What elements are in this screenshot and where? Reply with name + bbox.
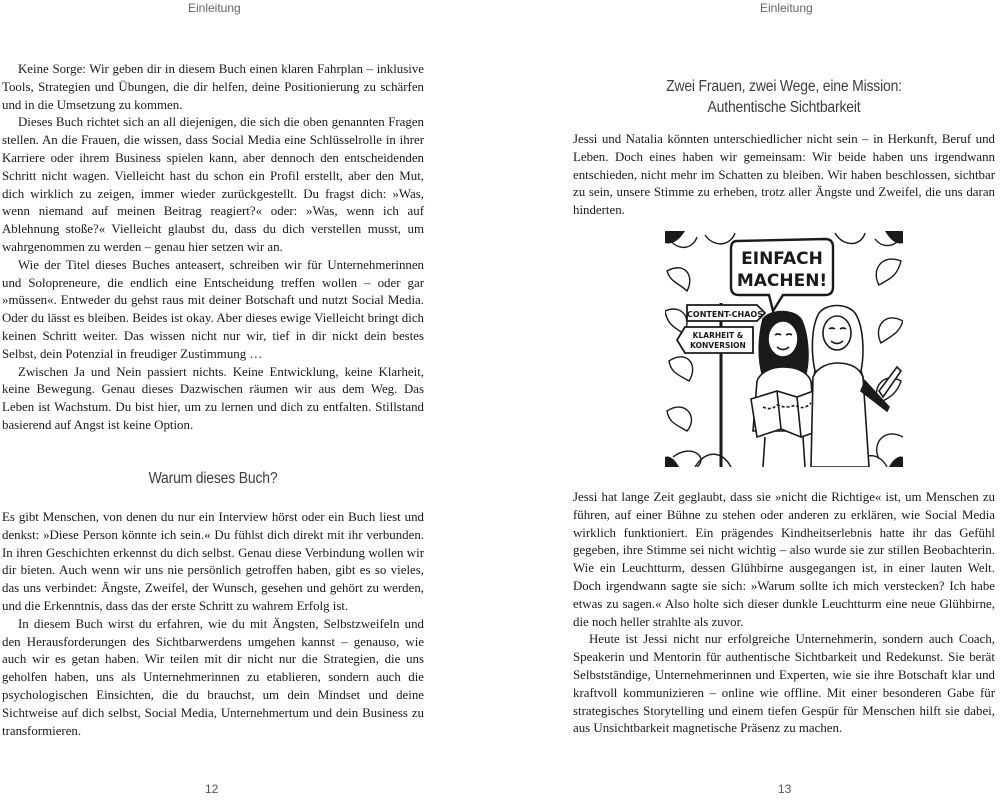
intro-text-block-right [573, 131, 995, 220]
running-head-right: Einleitung [760, 1, 813, 15]
right-page [500, 0, 1000, 800]
sign-top-label: CONTENT-CHAOS [687, 310, 763, 319]
intro-text-block [2, 61, 424, 435]
page-number-right: 13 [778, 782, 792, 796]
sign-bottom-line1: KLARHEIT & [692, 331, 744, 340]
body-text-block-right [573, 489, 995, 738]
paragraph: Es gibt Menschen, von denen du nur ein Interview hörst oder ein Buch liest und denkst: »Diese Person könnte ich sein.« Du fühlst dich direkt mit ihr verbunden. In ihren Geschichten erkennst du dich selbst. Genau diese Verbindung wollen wir dir bieten. Auch wenn wir uns nie persönlich getroffen haben, gibt es so vieles, das uns verbindet: Ängste, Zweifel, der Wunsch, gesehen und gehört zu werden, und die Erkenntnis, dass das der erste Schritt zu wahrem Erfolg ist. [2, 510, 424, 613]
paragraph: Jessi hat lange Zeit geglaubt, dass sie »nicht die Richtige« ist, um Menschen zu führen, auf einer Bühne zu stehen oder anderen zu erklären, wie Social Media wirklich funktioniert. Ein prägendes Kindheitserlebnis hatte ihr das Gefühl gegeben, ihre Stimme sei nicht wichtig – also wurde sie zur stillen Beobachterin. Wie ein Leuchtturm, dessen Glühbirne ausgegangen ist, in einer lauten Welt. Doch irgendwann sagte sie sich: »Warum sollte ich mich verstecken? Ich habe etwas zu sagen.« Also holte sich dieser dunkle Leuchtturm eine neue Glühbirne, die noch heller strahlte als zuvor. [573, 490, 995, 629]
section-why-this-book [2, 468, 424, 489]
section-heading: Warum dieses Buch? [148, 470, 278, 487]
paragraph: Jessi und Natalia könnten unterschiedlicher nicht sein – in Herkunft, Beruf und Leben. Doch eines haben wir gemeinsam: Wir beide haben uns irgendwann entschieden, nicht mehr im Schatten zu bleiben. Wir haben beschlossen, sichtbar zu sein, unsere Stimme zu erheben, trotz aller Ängste und Zweifel, die uns daran hinderten. [573, 132, 995, 218]
illustration-two-women [665, 231, 903, 467]
paragraph: Zwischen Ja und Nein passiert nichts. Keine Entwicklung, keine Klarheit, keine Bewegung. Genau dieses Dazwischen räumen wir aus dem Weg. Das Leben ist Wachstum. Du bist hier, um zu lernen und dich zu entfalten. Stillstand basierend auf Angst ist keine Option. [2, 364, 424, 432]
paragraph: In diesem Buch wirst du erfahren, wie du mit Ängsten, Selbstzweifeln und den Herausforderungen des Sichtbarwerdens umgehen kannst – genauso, wie auch wir es getan haben. Wir teilen mit dir nicht nur die Strategien, die uns geholfen haben, uns als Unternehmerinnen zu etablieren, sondern auch die psychologischen Einsichten, die du brauchst, um dein Mindset und deine Sichtweise auf dich selbst, Social Media, Unternehmertum und dein Business zu transformieren. [2, 616, 424, 738]
speech-bubble-line2: MACHEN! [736, 271, 828, 291]
sign-bottom-line2: KONVERSION [690, 341, 746, 350]
running-head-left: Einleitung [188, 1, 241, 15]
paragraph: Dieses Buch richtet sich an all diejenigen, die sich die oben genannten Fragen stellen. An die Frauen, die wissen, dass Social Media eine Schlüsselrolle in ihrer Karriere oder ihrem Business spielen kann, aber dennoch den entscheidenden Schritt nicht wagen. Vielleicht hast du schon ein Profil erstellt, aber den Mut, dich wirklich zu zeigen, immer wieder zurückgestellt. Du fragst dich: »Was, wenn niemand auf meinen Beitrag reagiert?« oder: »Was, wenn ich auf Ablehnung stoße?« Vielleicht glaubst du, dass du dich verstellen musst, um wahrgenommen zu werden – genau hier setzen wir an. [2, 115, 424, 254]
section-text-block [2, 509, 424, 740]
woman-with-machete [811, 306, 901, 468]
paragraph: Heute ist Jessi nicht nur erfolgreiche Unternehmerin, sondern auch Coach, Speakerin und Mentorin für authentische Sichtbarkeit und Redekunst. Sie berät Selbstständige, Unternehmerinnen und Experten, wie sie ihre Botschaft klar und kraftvoll kommunizieren – online wie offline. Mit einer besonderen Gabe für strategisches Storytelling und einem tiefen Gespür für Menschen hilft sie dabei, aus Unsichtbarkeit magnetische Präsenz zu machen. [573, 632, 995, 736]
illustration-drawing [665, 231, 903, 467]
speech-bubble-line1: EINFACH [741, 249, 823, 269]
section-heading-line1: Zwei Frauen, zwei Wege, eine Mission: [666, 78, 902, 95]
page-number-left: 12 [205, 782, 219, 796]
section-heading-line2: Authentische Sichtbarkeit [707, 99, 861, 116]
paragraph: Keine Sorge: Wir geben dir in diesem Buch einen klaren Fahrplan – inklusive Tools, Strategien und Übungen, die dir helfen, deine Positionierung zu schärfen und in die Umsetzung zu kommen. [2, 62, 424, 112]
paragraph: Wie der Titel dieses Buches anteasert, schreiben wir für Unternehmerinnen und Solopreneure, die endlich eine Entscheidung treffen wollen – oder gar »müssen«. Entweder du gehst raus mit deiner Botschaft und nutzt Social Media. Oder du lässt es bleiben. Beides ist okay. Aber dieses ewige Vielleicht bringt dich keinen Schritt weiter. Das wissen nicht nur wir, tief in dir nickt dein bestes Selbst, dein Potenzial in freudiger Zustimmung … [2, 257, 424, 361]
section-two-women [573, 76, 995, 118]
